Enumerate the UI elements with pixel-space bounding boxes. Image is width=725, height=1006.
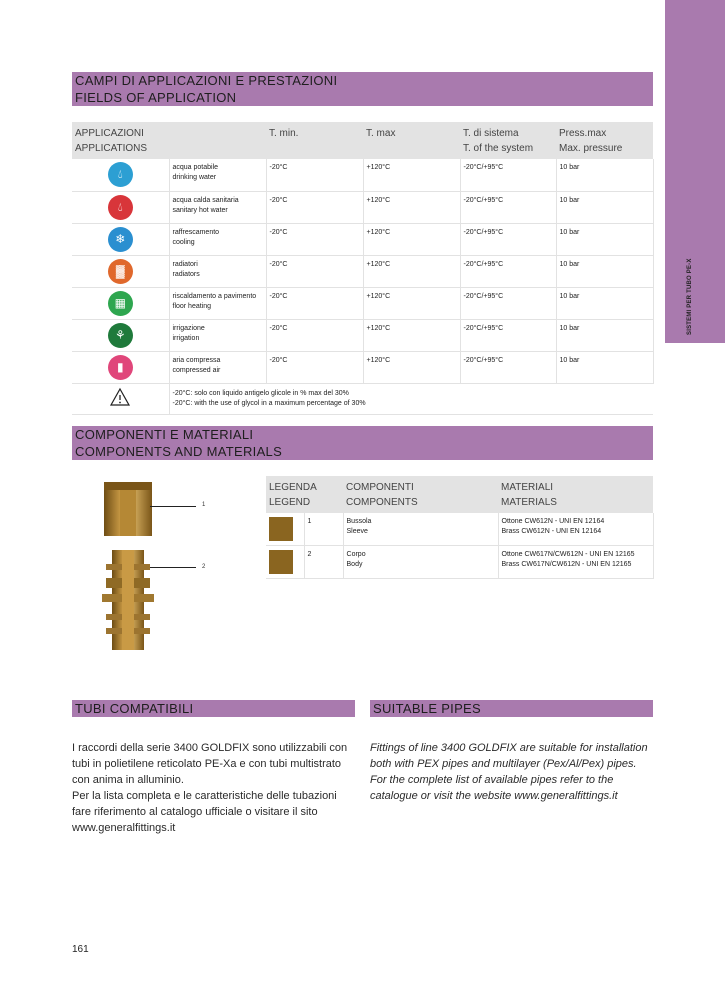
tmin-value: -20°C [266, 223, 363, 255]
tsys-value: -20°C/+95°C [460, 351, 556, 383]
header-tmin: T. min. [266, 122, 363, 159]
compatible-pipes-text-it: I raccordi della serie 3400 GOLDFIX sono utilizzabili con tubi in polietilene reticolato PE-Xa e con tubi multistrato con anima in alluminio. Per la lista completa e le caratteristiche delle tubazioni fare riferimento al catalogo ufficiale o visitare il sito www.generalfittings.it [72, 742, 348, 834]
compatible-pipes-text-en: Fittings of line 3400 GOLDFIX are suitable for installation both with PEX pipes and multilayer (Pex/Al/Pex) pipes. For the complete list of available pipes refer to the catalogue or visit the website www.generalfittings.it [370, 742, 648, 802]
section-compatible-pipes-header [72, 700, 355, 717]
pressure-value: 10 bar [556, 319, 653, 351]
floor-heating-icon: ▦ [108, 291, 133, 316]
table-row [266, 513, 653, 546]
application-name: acqua potabile drinking water [169, 159, 266, 191]
application-name: aria compressa compressed air [169, 351, 266, 383]
tmin-value: -20°C [266, 351, 363, 383]
tsys-value: -20°C/+95°C [460, 255, 556, 287]
material-name: Ottone CW612N - UNI EN 12164 Brass CW612N - UNI EN 12164 [498, 513, 653, 546]
tsys-value: -20°C/+95°C [460, 319, 556, 351]
tsys-value: -20°C/+95°C [460, 287, 556, 319]
material-name: Ottone CW617N/CW612N - UNI EN 12165 Brass CW617N/CW612N - UNI EN 12165 [498, 546, 653, 579]
table-row [72, 223, 653, 255]
snowflake-icon: ❄ [108, 227, 133, 252]
application-name: radiatori radiators [169, 255, 266, 287]
section-title-en: SUITABLE PIPES [373, 701, 481, 716]
table-row [72, 351, 653, 383]
tmax-value: +120°C [363, 159, 460, 191]
irrigation-icon: ⚘ [108, 323, 133, 348]
header-tsys: T. di sistema T. of the system [460, 122, 556, 159]
drinking-water-icon: 💧︎ [108, 162, 133, 187]
legend-number: 2 [304, 546, 343, 579]
tmax-value: +120°C [363, 319, 460, 351]
section-title-en: COMPONENTS AND MATERIALS [75, 444, 283, 459]
table-row [72, 255, 653, 287]
tsys-value: -20°C/+95°C [460, 159, 556, 191]
tmax-value: +120°C [363, 255, 460, 287]
hot-water-icon: 💧︎ [108, 195, 133, 220]
application-name: raffrescamento cooling [169, 223, 266, 255]
header-pressure: Press.max Max. pressure [556, 122, 653, 159]
brass-swatch [269, 550, 293, 574]
table-row [266, 546, 653, 579]
page-number: 161 [72, 944, 89, 955]
leader-line-1 [150, 506, 196, 507]
tmax-value: +120°C [363, 351, 460, 383]
compressed-air-icon: ▮ [108, 355, 133, 380]
warning-icon [109, 387, 131, 407]
glycol-note: -20°C: solo con liquido antigelo glicole in % max del 30% -20°C: with the use of glycol in a maximum percentage of 30% [169, 383, 653, 414]
section-title-en: FIELDS OF APPLICATION [75, 90, 237, 105]
header-tmax: T. max [363, 122, 460, 159]
tmax-value: +120°C [363, 223, 460, 255]
table-header-row [266, 476, 653, 513]
component-name: Bussola Sleeve [343, 513, 498, 546]
pressure-value: 10 bar [556, 191, 653, 223]
header-materials: MATERIALI MATERIALS [498, 476, 653, 513]
table-header-row [72, 122, 653, 159]
application-name: irrigazione irrigation [169, 319, 266, 351]
figure-label-1: 1 [202, 502, 206, 508]
section-title-it: COMPONENTI E MATERIALI [75, 427, 254, 442]
applications-table [72, 122, 654, 415]
tmin-value: -20°C [266, 255, 363, 287]
tmin-value: -20°C [266, 319, 363, 351]
pressure-value: 10 bar [556, 255, 653, 287]
tmin-value: -20°C [266, 287, 363, 319]
section-components-header [72, 426, 653, 460]
components-table [266, 476, 654, 579]
header-legend: LEGENDA LEGEND [266, 476, 343, 513]
table-row [72, 159, 653, 191]
section-fields-of-application-header [72, 72, 653, 106]
table-row [72, 287, 653, 319]
fitting-illustration [96, 478, 162, 654]
section-title-it: TUBI COMPATIBILI [75, 701, 194, 716]
section-suitable-pipes-header [370, 700, 653, 717]
radiator-icon: ▓ [108, 259, 133, 284]
body-part [102, 550, 154, 650]
header-applications: APPLICAZIONI APPLICATIONS [72, 122, 266, 159]
legend-number: 1 [304, 513, 343, 546]
tmax-value: +120°C [363, 287, 460, 319]
tmin-value: -20°C [266, 159, 363, 191]
pressure-value: 10 bar [556, 159, 653, 191]
pressure-value: 10 bar [556, 223, 653, 255]
tmax-value: +120°C [363, 191, 460, 223]
table-note-row [72, 383, 653, 414]
section-title-it: CAMPI DI APPLICAZIONI E PRESTAZIONI [75, 73, 338, 88]
brass-swatch [269, 517, 293, 541]
tmin-value: -20°C [266, 191, 363, 223]
header-components: COMPONENTI COMPONENTS [343, 476, 498, 513]
component-name: Corpo Body [343, 546, 498, 579]
tsys-value: -20°C/+95°C [460, 223, 556, 255]
pressure-value: 10 bar [556, 287, 653, 319]
side-tab-label: SISTEMI PER TUBO PE-X [687, 258, 693, 335]
pressure-value: 10 bar [556, 351, 653, 383]
application-name: riscaldamento a pavimento floor heating [169, 287, 266, 319]
table-row [72, 191, 653, 223]
application-name: acqua calda sanitaria sanitary hot water [169, 191, 266, 223]
leader-line-2 [150, 567, 196, 568]
side-tab [665, 0, 725, 343]
tsys-value: -20°C/+95°C [460, 191, 556, 223]
table-row [72, 319, 653, 351]
figure-label-2: 2 [202, 564, 206, 570]
